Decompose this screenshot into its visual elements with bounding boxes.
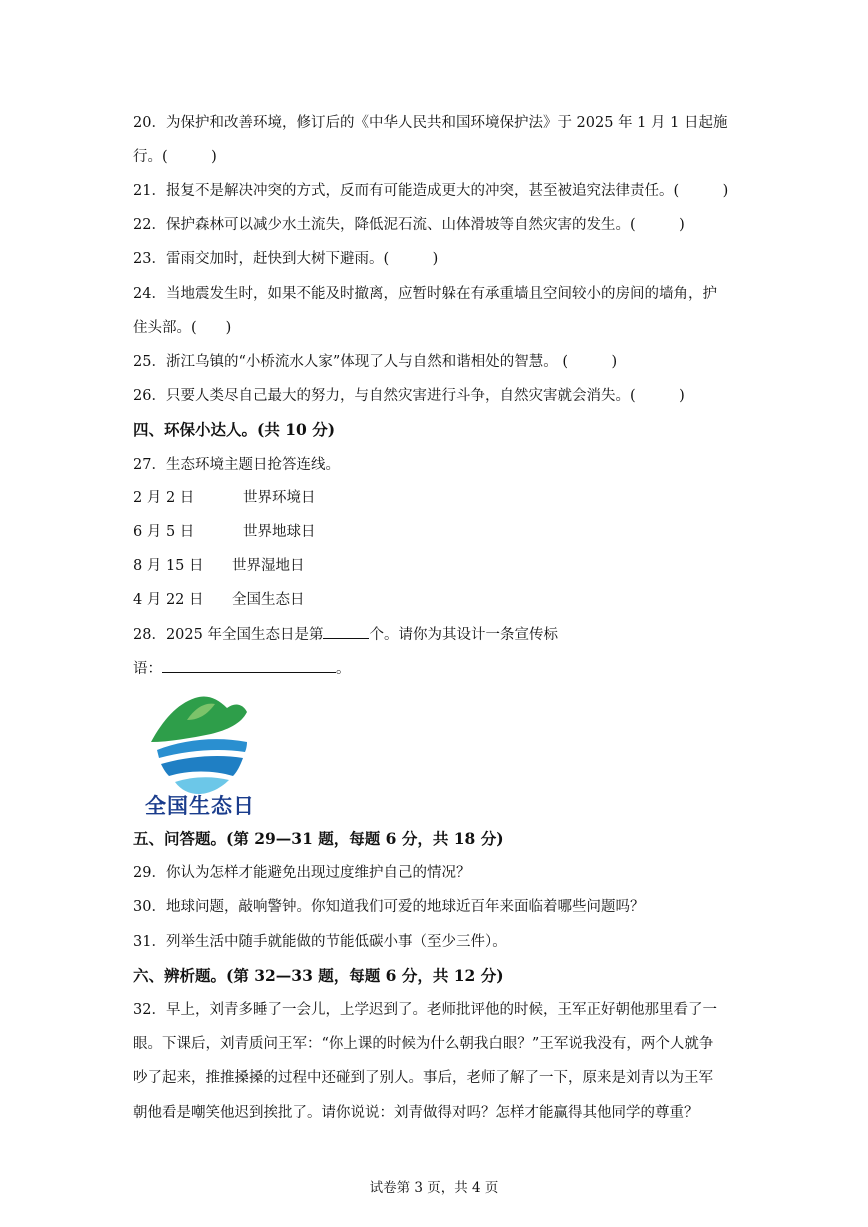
match-day-4: 全国生态日 (232, 592, 305, 608)
question-24-line-2: 住头部。( ) (133, 320, 232, 336)
question-28-text-start: 28．2025 年全国生态日是第 (133, 627, 324, 643)
question-25: 25．浙江乌镇的“小桥流水人家”体现了人与自然和谐相处的智慧。 ( ) (133, 354, 618, 370)
section-5-heading: 五、问答题。(第 29—31 题，每题 6 分，共 18 分) (133, 829, 504, 848)
match-day-3: 世界湿地日 (232, 558, 305, 574)
slogan-period: 。 (336, 661, 351, 677)
match-date-4: 4 月 22 日 (133, 592, 204, 608)
question-28-line-2 (133, 658, 351, 679)
question-24-line-1: 24．当地震发生时，如果不能及时撤离，应暂时躲在有承重墙且空间较小的房间的墙角，护 (133, 286, 717, 302)
section-4-heading: 四、环保小达人。(共 10 分) (133, 420, 336, 439)
match-day-2: 世界地球日 (243, 524, 316, 540)
page-footer: 试卷第 3 页，共 4 页 (369, 1180, 499, 1196)
question-26: 26．只要人类尽自己最大的努力，与自然灾害进行斗争，自然灾害就会消失。( ) (133, 388, 685, 404)
mountain-shape (151, 696, 247, 742)
match-day-1: 世界环境日 (243, 490, 316, 506)
question-20-line-2: 行。( ) (133, 149, 217, 165)
question-20-line-1: 20．为保护和改善环境，修订后的《中华人民共和国环境保护法》于 2025 年 1 月 1 日起施 (133, 115, 728, 131)
match-date-3: 8 月 15 日 (133, 558, 204, 574)
question-29: 29．你认为怎样才能避免出现过度维护自己的情况？ (133, 865, 471, 881)
ecology-day-logo-text: 全国生态日 (145, 794, 255, 818)
question-30: 30．地球问题，敲响警钟。你知道我们可爱的地球近百年来面临着哪些问题吗？ (133, 899, 645, 915)
answer-blank-slogan[interactable] (162, 658, 336, 673)
section-6-heading: 六、辨析题。(第 32—33 题，每题 6 分，共 12 分) (133, 966, 504, 985)
match-date-2: 6 月 5 日 (133, 524, 195, 540)
question-32-line-1: 32．早上，刘青多睡了一会儿，上学迟到了。老师批评他的时候，王军正好朝他那里看了一 (133, 1002, 717, 1018)
question-32-line-4: 朝他看是嘲笑他迟到挨批了。请你说说：刘青做得对吗？怎样才能赢得其他同学的尊重？ (133, 1105, 699, 1121)
water-wave-1 (157, 739, 247, 758)
match-date-1: 2 月 2 日 (133, 490, 195, 506)
question-32-line-3: 吵了起来，推推搡搡的过程中还碰到了别人。事后，老师了解了一下，原来是刘青以为王军 (133, 1070, 713, 1086)
question-22: 22．保护森林可以减少水土流失，降低泥石流、山体滑坡等自然灾害的发生。( ) (133, 217, 685, 233)
question-28-line-1 (133, 624, 558, 645)
question-28-text-end: 个。请你为其设计一条宣传标 (369, 627, 558, 643)
question-32-line-2: 眼。下课后，刘青质问王军：“你上课的时候为什么朝我白眼？”王军说我没有，两个人就争 (133, 1036, 714, 1052)
question-21: 21．报复不是解决冲突的方式，反而有可能造成更大的冲突，甚至被追究法律责任。( ) (133, 183, 729, 199)
slogan-label: 语： (133, 661, 162, 677)
question-27: 27．生态环境主题日抢答连线。 (133, 457, 340, 473)
question-31: 31．列举生活中随手就能做的节能低碳小事（至少三件）。 (133, 934, 507, 950)
question-23: 23．雷雨交加时，赶快到大树下避雨。( ) (133, 251, 439, 267)
water-wave-2 (161, 756, 243, 776)
answer-blank-number[interactable] (323, 624, 369, 639)
